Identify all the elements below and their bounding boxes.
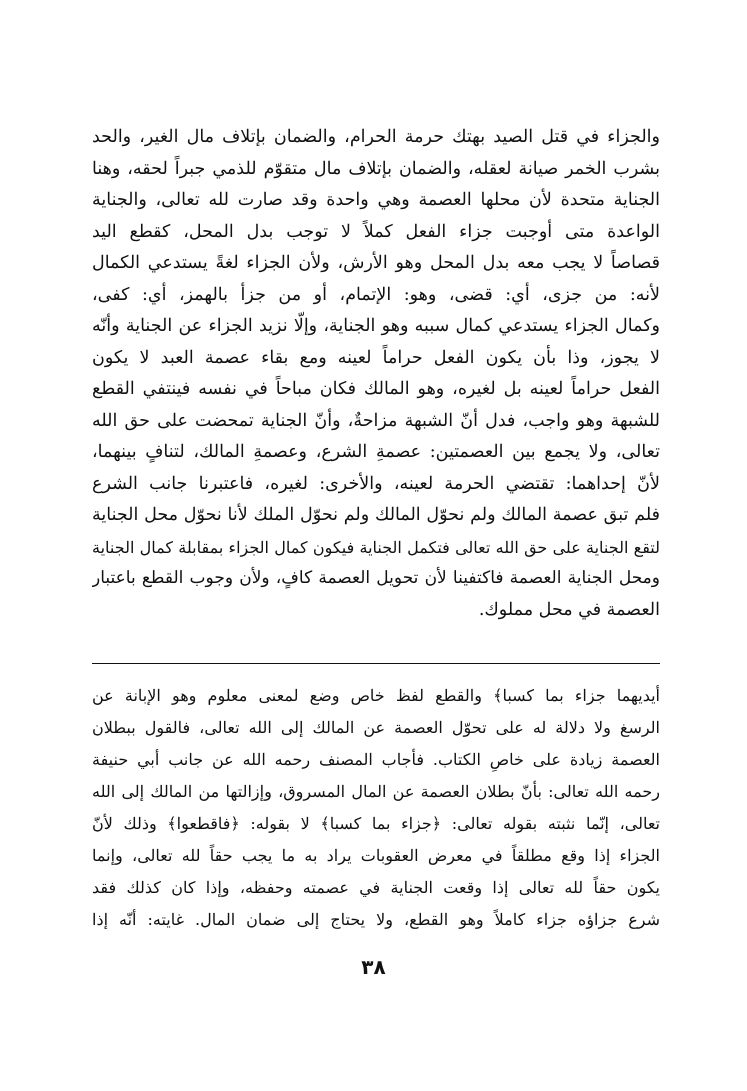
footnote-text xyxy=(92,680,660,936)
main-text-line: للشبهة وهو واجب، فدل أنّ الشبهة مزاحةٌ، وأنّ الجناية تمحضت على حق الله xyxy=(92,410,660,431)
main-text-line: الواعدة متى أوجبت جزاء الفعل كملاً لا توجب بدل المحل، كقطع اليد xyxy=(92,221,660,242)
footnote-line: تعالى، إنّما نثبته بقوله تعالى: ﴿جزاء بما كسبا﴾ لا بقوله: ﴿فاقطعوا﴾ وذلك لأنّ xyxy=(92,814,660,833)
footnote-line: العصمة زيادة على خاصِ الكتاب. فأجاب المصنف رحمه الله عن جانب أبي حنيفة xyxy=(92,750,660,769)
footnote-divider xyxy=(92,663,660,664)
main-text-line: ومحل الجناية العصمة فاكتفينا لأن تحويل العصمة كافٍ، ولأن وجوب القطع باعتبار xyxy=(92,568,660,588)
main-text-line: لأنه: من جزى، أي: قضى، وهو: الإتمام، أو من جزأ بالهمز، أي: كفى، xyxy=(92,284,660,305)
main-text xyxy=(92,122,660,626)
main-text-line: لا يجوز، وذا بأن يكون الفعل حراماً لعينه ومع بقاء عصمة العبد لا يكون xyxy=(92,347,660,368)
footnote-line: الرسغ ولا دلالة له على تحوّل العصمة عن المالك إلى الله تعالى، فالقول ببطلان xyxy=(92,718,660,737)
main-text-line: قصاصاً لا يجب معه بدل المحل وهو الأرش، ولأن الجزاء لغةً يستدعي الكمال xyxy=(92,253,660,273)
main-text-line: لتقع الجناية على حق الله تعالى فتكمل الجناية فيكون كمال الجزاء بمقابلة كمال الجناية xyxy=(92,537,660,557)
footnote-line: رحمه الله تعالى: بأنّ بطلان العصمة عن المال المسروق، وإزالتها من المالك إلى الله xyxy=(92,782,660,801)
main-text-line: العصمة في محل مملوك. xyxy=(478,599,660,620)
main-text-line: الجناية متحدة لأن محلها العصمة وهي واحدة وقد صارت لله تعالى، والجناية xyxy=(92,190,660,210)
footnote-line: الجزاء إذا وقع مطلقاً في معرض العقوبات يراد به ما يجب حقاً لله تعالى، وإنما xyxy=(92,846,660,865)
footnote-line: أيديهما جزاء بما كسبا﴾ والقطع لفظ خاص وضع لمعنى معلوم وهو الإبانة عن xyxy=(92,686,660,705)
main-text-line: والجزاء في قتل الصيد بهتك حرمة الحرام، والضمان بإتلاف مال الغير، والحد xyxy=(92,127,660,147)
main-text-line: فلم تبق عصمة المالك ولم نحوّل المالك ولم نحوّل الملك لأنا نحوّل محل الجناية xyxy=(92,505,660,525)
main-text-line: لأنّ إحداهما: تقتضي الحرمة لعينه، والأخرى: لغيره، فاعتبرنا جانب الشرع xyxy=(92,473,660,494)
footnote-line: شرع جزاؤه جزاء كاملاً وهو القطع، ولا يحتاج إلى ضمان المال. غايته: أنّه إذا xyxy=(92,910,660,929)
footnote-line: يكون حقاً لله تعالى إذا وقعت الجناية في عصمته وحفظه، وإذا كان كذلك فقد xyxy=(92,878,660,897)
main-text-line: بشرب الخمر صيانة لعقله، والضمان بإتلاف مال متقوّم للذمي جبراً لحقه، وهنا xyxy=(92,158,660,179)
main-text-line: تعالى، ولا يجمع بين العصمتين: عصمةِ الشرع، وعصمةِ المالك، لتنافٍ بينهما، xyxy=(92,442,660,462)
page-number: ٣٨ xyxy=(361,955,386,979)
main-text-line: الفعل حراماً لعينه بل لغيره، وهو المالك فكان مباحاً في نفسه فينتفي القطع xyxy=(92,379,660,399)
main-text-line: وكمال الجزاء يستدعي كمال سببه وهو الجناية، وإلّا نزيد الجزاء عن الجناية وأنّه xyxy=(92,316,660,336)
